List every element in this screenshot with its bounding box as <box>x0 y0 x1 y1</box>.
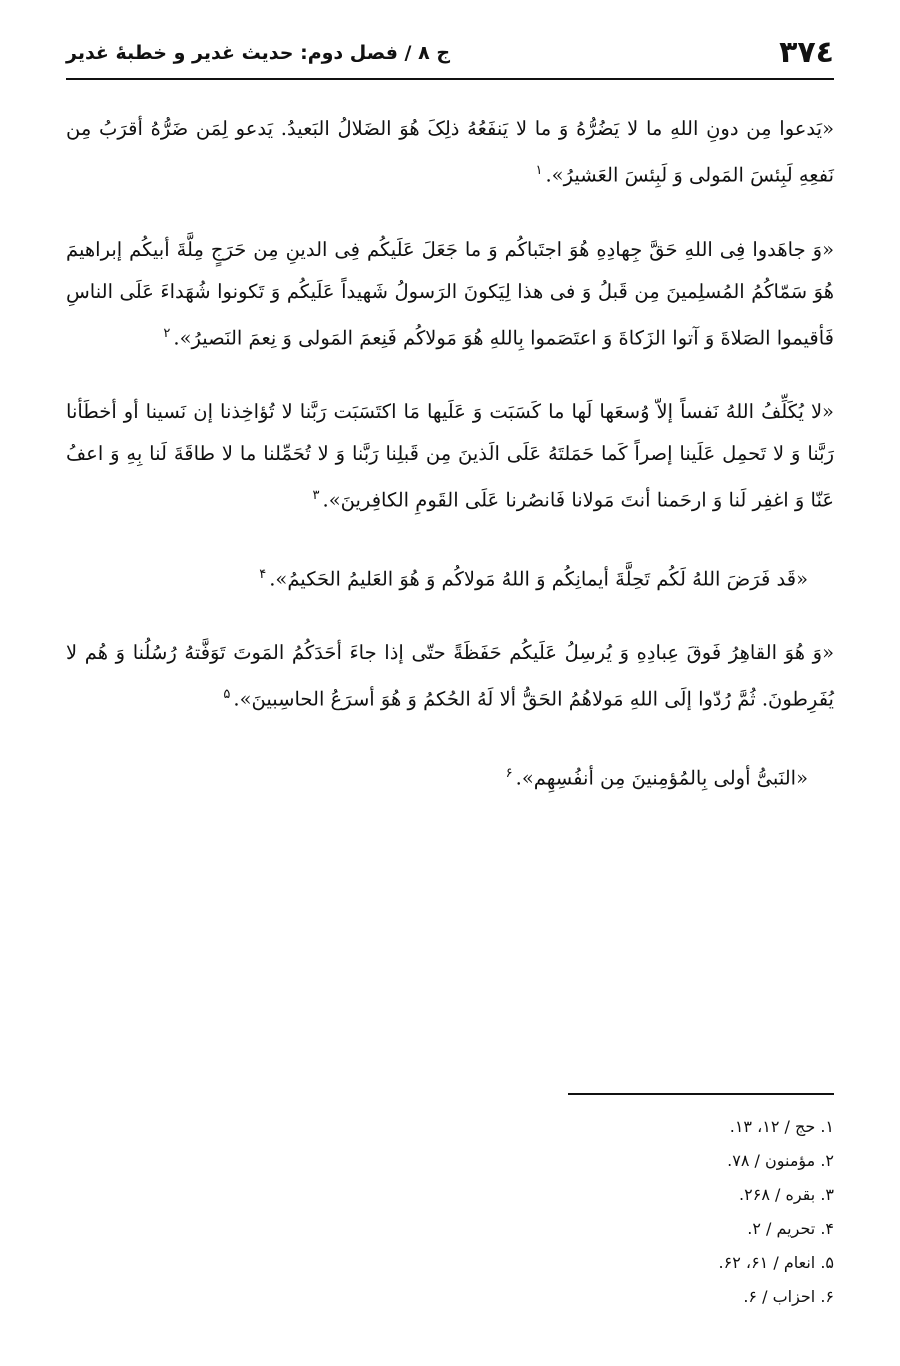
verse-text: «وَ جاهَدوا فِى اللهِ حَقَّ جِهادِهِ هُوَ اجتَباکُم وَ ما جَعَلَ عَلَيکُم فِى الدينِ مِن حَرَجٍ مِلَّةَ أبيکُم إبراهيمَ هُوَ سَمّاکُمُ المُسلِمينَ مِن قَبلُ وَ فى هذا لِيَکونَ الرَسولُ شَهيداً عَلَيکُم وَ تَکونوا شُهَداءَ عَلَى الناسِ فَأقيموا الصَلاةَ وَ آتوا الزَکاةَ وَ اعتَصَموا بِاللهِ هُوَ مَولاکُم فَنِعمَ المَولى وَ نِعمَ النَصيرُ». <box>66 237 834 349</box>
verse-text: «النَبىُّ أولى بِالمُؤمِنينَ مِن أنفُسِهِم». <box>515 766 808 789</box>
footnote-item: ۶. احزاب / ۶. <box>743 1287 834 1306</box>
verse-quote <box>66 229 834 360</box>
verse-text: «قَد فَرَضَ اللهُ لَکُم تَحِلَّةَ أيمانِکُم وَ اللهُ مَولاکُم وَ هُوَ العَليمُ الحَکيمُ». <box>269 567 808 590</box>
footnote-ref: ۴ <box>259 566 267 582</box>
footnotes-list <box>719 1110 834 1314</box>
footnote-item: ١. حج / ١٢، ١٣. <box>729 1117 834 1136</box>
running-title: ج ٨ / فصل دوم: حديث غدير و خطبهٔ غدير <box>66 42 451 64</box>
verse-text: «وَ هُوَ القاهِرُ فَوقَ عِبادِهِ وَ يُرسِلُ عَلَيکُم حَفَظَةً حتّى إذا جاءَ أحَدَکُمُ المَوتَ تَوَفَّتهُ رُسُلُنا وَ هُم لا يُفَرِطونَ. ثُمَّ رُدّوا إلَى اللهِ مَولاهُمُ الحَقُّ ألا لَهُ الحُکمُ وَ هُوَ أسرَعُ الحاسِبينَ». <box>66 641 834 711</box>
footnote-ref: ۶ <box>505 765 513 781</box>
footnote-item: ٣. بقره / ٢۶٨. <box>739 1185 834 1204</box>
footnote-ref: ۵ <box>223 687 231 702</box>
footnote-item: ۵. انعام / ۶١، ۶٢. <box>718 1253 834 1272</box>
footnote-ref: ٣ <box>312 488 320 503</box>
verse-quote <box>66 554 834 601</box>
verse-text: «لا يُکَلِّفُ اللهُ نَفساً إلاّ وُسعَها لَها ما کَسَبَت وَ عَلَيها مَا اکتَسَبَت رَبَّنا لا تُؤاخِذنا إن نَسينا أو أخطَأنا رَبَّنا وَ لا تَحمِل عَلَينا إصراً کَما حَمَلتَهُ عَلَى الَذينَ مِن قَبلِنا رَبَّنا وَ لا تُحَمِّلنا ما لا طاقَةَ لَنا بِهِ وَ اعفُ عَنّا وَ اغفِر لَنا وَ ارحَمنا أنتَ مَولانا فَانصُرنا عَلَى القَومِ الکافِرينَ». <box>66 400 834 512</box>
page-header <box>66 28 834 80</box>
verse-text: «يَدعوا مِن دونِ اللهِ ما لا يَضُرُّهُ وَ ما لا يَنفَعُهُ ذلِکَ هُوَ الضَلالُ البَعيدُ. يَدعو لِمَن ضَرُّهُ أقرَبُ مِن نَفعِهِ لَبِئسَ المَولى وَ لَبِئسَ العَشيرُ». <box>66 117 834 187</box>
footnote-divider <box>568 1093 834 1095</box>
footnote-item: ۴. تحريم / ٢. <box>747 1219 834 1238</box>
page-number: ٣٧٤ <box>779 35 834 70</box>
verse-quote <box>66 753 834 800</box>
verse-quote <box>66 391 834 522</box>
verse-quote <box>66 632 834 721</box>
verse-quote <box>66 108 834 197</box>
footnote-ref: ٢ <box>163 325 171 341</box>
footnote-item: ٢. مؤمنون / ٧٨. <box>727 1151 834 1170</box>
body-text <box>66 108 834 831</box>
footnote-ref: ١ <box>535 163 543 178</box>
